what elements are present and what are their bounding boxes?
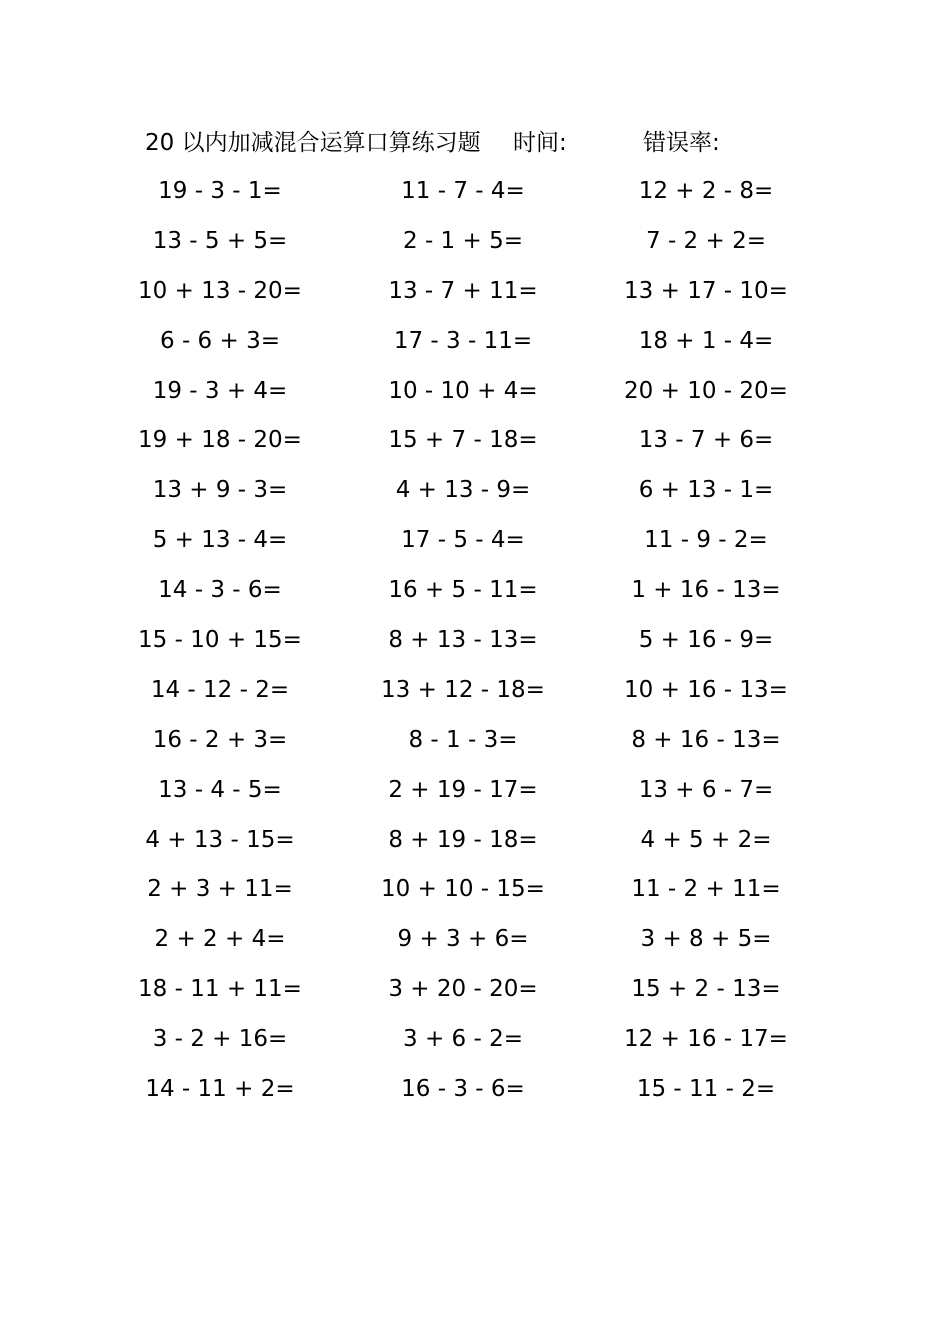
problem-cell: 4 + 5 + 2= [640, 826, 772, 853]
worksheet-title: 20 以内加减混合运算口算练习题 [145, 130, 481, 156]
problem-cell: 18 + 1 - 4= [638, 327, 774, 354]
problem-cell: 3 + 20 - 20= [388, 976, 538, 1003]
problem-cell: 15 - 10 + 15= [138, 627, 302, 654]
problem-row [0, 673, 950, 723]
worksheet-header [145, 126, 785, 160]
problem-cell: 10 + 13 - 20= [138, 277, 302, 304]
problem-row [0, 324, 950, 374]
problem-cell: 16 - 2 + 3= [152, 726, 288, 753]
problem-cell: 15 + 2 - 13= [631, 976, 781, 1003]
problem-cell: 10 - 10 + 4= [388, 377, 538, 404]
problem-row [0, 473, 950, 523]
problem-cell: 14 - 12 - 2= [150, 676, 290, 703]
problem-cell: 17 - 5 - 4= [401, 527, 525, 554]
problem-row [0, 623, 950, 673]
problem-cell: 5 + 13 - 4= [152, 527, 288, 554]
problem-cell: 14 - 3 - 6= [158, 577, 282, 604]
problem-cell: 4 + 13 - 9= [395, 477, 531, 504]
problem-cell: 8 + 19 - 18= [388, 826, 538, 853]
problem-cell: 13 - 5 + 5= [152, 227, 288, 254]
problem-row [0, 523, 950, 573]
problem-cell: 9 + 3 + 6= [397, 926, 529, 953]
problem-row [0, 1072, 950, 1122]
problem-cell: 10 + 10 - 15= [381, 876, 545, 903]
problem-cell: 13 + 17 - 10= [624, 277, 788, 304]
problem-cell: 19 - 3 + 4= [152, 377, 288, 404]
problem-cell: 16 + 5 - 11= [388, 577, 538, 604]
problem-cell: 2 - 1 + 5= [403, 227, 523, 254]
problem-cell: 13 - 7 + 11= [388, 277, 538, 304]
problem-row [0, 922, 950, 972]
problem-cell: 15 - 11 - 2= [636, 1076, 776, 1103]
problem-cell: 16 - 3 - 6= [401, 1076, 525, 1103]
problem-cell: 17 - 3 - 11= [393, 327, 533, 354]
problem-row [0, 374, 950, 424]
problem-cell: 15 + 7 - 18= [388, 427, 538, 454]
problem-cell: 13 + 6 - 7= [638, 776, 774, 803]
problem-cell: 2 + 2 + 4= [154, 926, 286, 953]
problem-cell: 13 - 4 - 5= [158, 776, 282, 803]
problem-cell: 19 - 3 - 1= [158, 178, 282, 204]
problem-cell: 18 - 11 + 11= [138, 976, 302, 1003]
problem-cell: 3 - 2 + 16= [152, 1026, 288, 1053]
problem-cell: 3 + 8 + 5= [640, 926, 772, 953]
problem-cell: 8 + 16 - 13= [631, 726, 781, 753]
problem-cell: 12 + 2 - 8= [638, 178, 774, 204]
problem-row [0, 823, 950, 873]
problem-row [0, 1022, 950, 1072]
problem-cell: 20 + 10 - 20= [624, 377, 788, 404]
problem-row [0, 773, 950, 823]
problem-cell: 8 + 13 - 13= [388, 627, 538, 654]
problem-row [0, 423, 950, 473]
problem-row [0, 174, 950, 224]
problem-cell: 10 + 16 - 13= [624, 676, 788, 703]
problem-cell: 2 + 19 - 17= [388, 776, 538, 803]
problem-cell: 13 + 9 - 3= [152, 477, 288, 504]
problem-cell: 11 - 9 - 2= [644, 527, 768, 554]
problem-cell: 1 + 16 - 13= [631, 577, 781, 604]
problem-cell: 6 - 6 + 3= [160, 327, 280, 354]
problem-cell: 3 + 6 - 2= [403, 1026, 523, 1053]
problem-cell: 13 - 7 + 6= [638, 427, 774, 454]
time-label: 时间: [513, 130, 567, 156]
problem-row [0, 573, 950, 623]
problem-row [0, 872, 950, 922]
problem-cell: 8 - 1 - 3= [408, 726, 518, 753]
problem-cell: 14 - 11 + 2= [145, 1076, 295, 1103]
problem-row [0, 274, 950, 324]
problem-row [0, 723, 950, 773]
problem-grid [0, 174, 950, 1122]
problem-cell: 7 - 2 + 2= [646, 227, 766, 254]
problem-cell: 11 - 2 + 11= [631, 876, 781, 903]
problem-cell: 4 + 13 - 15= [145, 826, 295, 853]
problem-cell: 12 + 16 - 17= [624, 1026, 788, 1053]
problem-cell: 6 + 13 - 1= [638, 477, 774, 504]
problem-cell: 13 + 12 - 18= [381, 676, 545, 703]
error-rate-label: 错误率: [643, 130, 720, 156]
problem-row [0, 224, 950, 274]
problem-cell: 2 + 3 + 11= [147, 876, 293, 903]
problem-cell: 11 - 7 - 4= [401, 178, 525, 204]
problem-cell: 5 + 16 - 9= [638, 627, 774, 654]
problem-row [0, 972, 950, 1022]
problem-cell: 19 + 18 - 20= [138, 427, 302, 454]
